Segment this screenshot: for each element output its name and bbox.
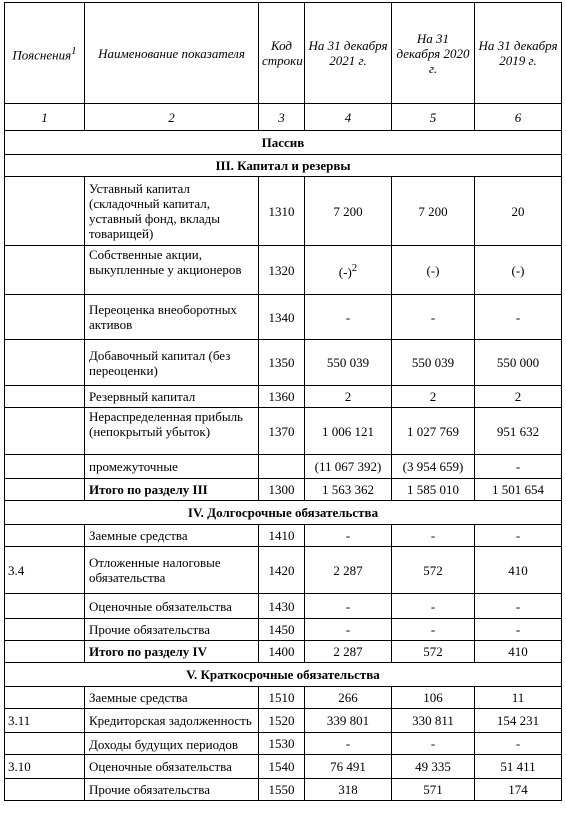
row-value-2019: - xyxy=(475,295,562,340)
row-value-2019: - xyxy=(475,619,562,641)
row-value-2019: 410 xyxy=(475,547,562,594)
row-value-2020: (-) xyxy=(392,246,475,295)
section-passive-row xyxy=(5,131,562,155)
row-note xyxy=(5,594,85,619)
row-value-2020: - xyxy=(392,525,475,547)
row-name: Нераспределенная прибыль (непокрытый убыток) xyxy=(89,408,243,439)
col-num-4: 4 xyxy=(305,104,392,131)
row-code: 1430 xyxy=(259,594,305,619)
row-note xyxy=(5,386,85,408)
row-value-2020: 2 xyxy=(392,386,475,408)
row-name: Собственные акции, выкупленные у акционеров xyxy=(89,246,242,277)
row-name: Прочие обязательства xyxy=(85,619,259,641)
column-numbers-row xyxy=(5,104,562,131)
row-name: Заемные средства xyxy=(85,687,259,709)
row-code: 1360 xyxy=(259,386,305,408)
row-name: Переоценка внеоборотных активов xyxy=(85,295,259,340)
row-note xyxy=(5,619,85,641)
header-indicator: Наименование показателя xyxy=(85,3,259,104)
row-value-2021: - xyxy=(305,619,392,641)
row-note xyxy=(5,295,85,340)
col-num-3: 3 xyxy=(259,104,305,131)
table-row xyxy=(5,177,562,246)
row-note: 3.4 xyxy=(5,547,85,594)
section-5-row xyxy=(5,663,562,687)
table-row xyxy=(5,619,562,641)
section-5-title: V. Краткосрочные обязательства xyxy=(5,663,562,687)
row-name: Доходы будущих периодов xyxy=(89,736,238,752)
row-value-2020: 571 xyxy=(392,779,475,801)
table-row xyxy=(5,779,562,801)
header-2019: На 31 декабря 2019 г. xyxy=(475,3,562,104)
row-note xyxy=(5,733,85,755)
row-code: 1510 xyxy=(259,687,305,709)
row-note xyxy=(5,641,85,663)
row-value-2021: 76 491 xyxy=(305,755,392,779)
row-note xyxy=(5,455,85,479)
row-value-2019: 11 xyxy=(475,687,562,709)
table-row xyxy=(5,408,562,455)
row-code xyxy=(259,455,305,479)
row-value-2020: 330 811 xyxy=(392,709,475,733)
section-3-title: III. Капитал и резервы xyxy=(5,155,562,177)
col-num-5: 5 xyxy=(392,104,475,131)
row-code: 1530 xyxy=(259,733,305,755)
row-value-2021: - xyxy=(305,594,392,619)
row-value-2019: 550 000 xyxy=(475,340,562,386)
row-value-2021: - xyxy=(305,525,392,547)
col-num-6: 6 xyxy=(475,104,562,131)
table-row xyxy=(5,594,562,619)
row-value-2019: 174 xyxy=(475,779,562,801)
row-note xyxy=(5,687,85,709)
row-code: 1520 xyxy=(259,709,305,733)
row-note xyxy=(5,340,85,386)
row-value-2021: 550 039 xyxy=(305,340,392,386)
row-value-2021: (11 067 392) xyxy=(305,455,392,479)
row-value-2020: 1 027 769 xyxy=(392,408,475,455)
row-value-2020: 572 xyxy=(392,641,475,663)
row-note xyxy=(5,177,85,246)
row-name: Резервный капитал xyxy=(85,386,259,408)
row-value-2019: 20 xyxy=(475,177,562,246)
row-code: 1320 xyxy=(259,246,305,295)
row-value-2019: - xyxy=(475,733,562,755)
row-code: 1420 xyxy=(259,547,305,594)
row-value-2021: 266 xyxy=(305,687,392,709)
row-value-2020: - xyxy=(392,594,475,619)
row-note xyxy=(5,525,85,547)
row-name: Итого по разделу III xyxy=(85,479,259,501)
row-code: 1350 xyxy=(259,340,305,386)
row-value-2020: - xyxy=(392,733,475,755)
row-name: Оценочные обязательства xyxy=(89,759,232,774)
col-num-2: 2 xyxy=(85,104,259,131)
row-code: 1550 xyxy=(259,779,305,801)
row-note: 3.10 xyxy=(5,755,85,779)
row-value-2021: $(-)^2$ xyxy=(305,246,392,295)
row-value-2019: 154 231 xyxy=(475,709,562,733)
row-name: Отложенные налоговые обязательства xyxy=(85,547,259,594)
table-row xyxy=(5,547,562,594)
table-row-total xyxy=(5,479,562,501)
row-value-2020: 1 585 010 xyxy=(392,479,475,501)
row-value-2019: 2 xyxy=(475,386,562,408)
table-row xyxy=(5,455,562,479)
row-value-2021: 1 006 121 xyxy=(305,408,392,455)
section-4-row xyxy=(5,501,562,525)
row-value-2019: - xyxy=(475,594,562,619)
footnote-mark: 2 xyxy=(351,261,358,274)
row-code: 1410 xyxy=(259,525,305,547)
row-value-2020: 49 335 xyxy=(392,755,475,779)
header-2021: На 31 декабря 2021 г. xyxy=(305,3,392,104)
row-value-2019: 951 632 xyxy=(475,408,562,455)
row-code: 1540 xyxy=(259,755,305,779)
table-row xyxy=(5,687,562,709)
row-value-2019: 410 xyxy=(475,641,562,663)
footnote-mark: 1 xyxy=(71,44,77,57)
row-code: 1310 xyxy=(259,177,305,246)
row-code: 1370 xyxy=(259,408,305,455)
row-name: Оценочные обязательства xyxy=(89,598,232,614)
header-row xyxy=(5,3,562,104)
row-value-2021: 339 801 xyxy=(305,709,392,733)
row-value-2019: - xyxy=(475,525,562,547)
table-row xyxy=(5,340,562,386)
row-note xyxy=(5,246,85,295)
row-note xyxy=(5,408,85,455)
header-code: Код строки xyxy=(259,3,305,104)
row-code: 1340 xyxy=(259,295,305,340)
row-value-2020: 106 xyxy=(392,687,475,709)
row-name: Кредиторская задолженность xyxy=(89,713,252,728)
section-3-row xyxy=(5,155,562,177)
row-code: 1400 xyxy=(259,641,305,663)
row-name: Прочие обязательства xyxy=(85,779,259,801)
row-value-2019: (-) xyxy=(475,246,562,295)
col-num-1: 1 xyxy=(5,104,85,131)
table-row xyxy=(5,295,562,340)
row-value-2021: - xyxy=(305,733,392,755)
table-row xyxy=(5,755,562,779)
section-passive-title: Пассив xyxy=(5,131,562,155)
row-value-2021: 2 xyxy=(305,386,392,408)
row-value-2020: - xyxy=(392,295,475,340)
table-row xyxy=(5,709,562,733)
header-2020: На 31 декабря 2020 г. xyxy=(392,3,475,104)
row-name: Добавочный капитал (без переоценки) xyxy=(85,340,259,386)
row-value-2021: 2 287 xyxy=(305,641,392,663)
row-value-2020: 550 039 xyxy=(392,340,475,386)
row-name: Заемные средства xyxy=(85,525,259,547)
row-code: 1450 xyxy=(259,619,305,641)
table-row-total xyxy=(5,641,562,663)
balance-sheet-table xyxy=(4,2,562,801)
table-row xyxy=(5,733,562,755)
row-value-2020: - xyxy=(392,619,475,641)
row-value-2019: 1 501 654 xyxy=(475,479,562,501)
row-note: 3.11 xyxy=(5,709,85,733)
row-value-2021: 2 287 xyxy=(305,547,392,594)
row-value-2020: 572 xyxy=(392,547,475,594)
row-value-2020: (3 954 659) xyxy=(392,455,475,479)
row-value-2019: - xyxy=(475,455,562,479)
row-name: Итого по разделу IV xyxy=(85,641,259,663)
row-note xyxy=(5,479,85,501)
row-value-2021: 1 563 362 xyxy=(305,479,392,501)
row-name: Уставный капитал (складочный капитал, уставный фонд, вклады товарищей) xyxy=(85,177,259,246)
row-value-2021: 318 xyxy=(305,779,392,801)
row-note xyxy=(5,779,85,801)
row-value-2021: - xyxy=(305,295,392,340)
row-value-2020: 7 200 xyxy=(392,177,475,246)
table-row xyxy=(5,246,562,295)
section-4-title: IV. Долгосрочные обязательства xyxy=(5,501,562,525)
row-value-2019: 51 411 xyxy=(475,755,562,779)
header-notes: Пояснения$^1$ xyxy=(5,3,85,104)
row-code: 1300 xyxy=(259,479,305,501)
table-row xyxy=(5,525,562,547)
table-row xyxy=(5,386,562,408)
row-name: промежуточные xyxy=(85,455,259,479)
row-value-2021: 7 200 xyxy=(305,177,392,246)
